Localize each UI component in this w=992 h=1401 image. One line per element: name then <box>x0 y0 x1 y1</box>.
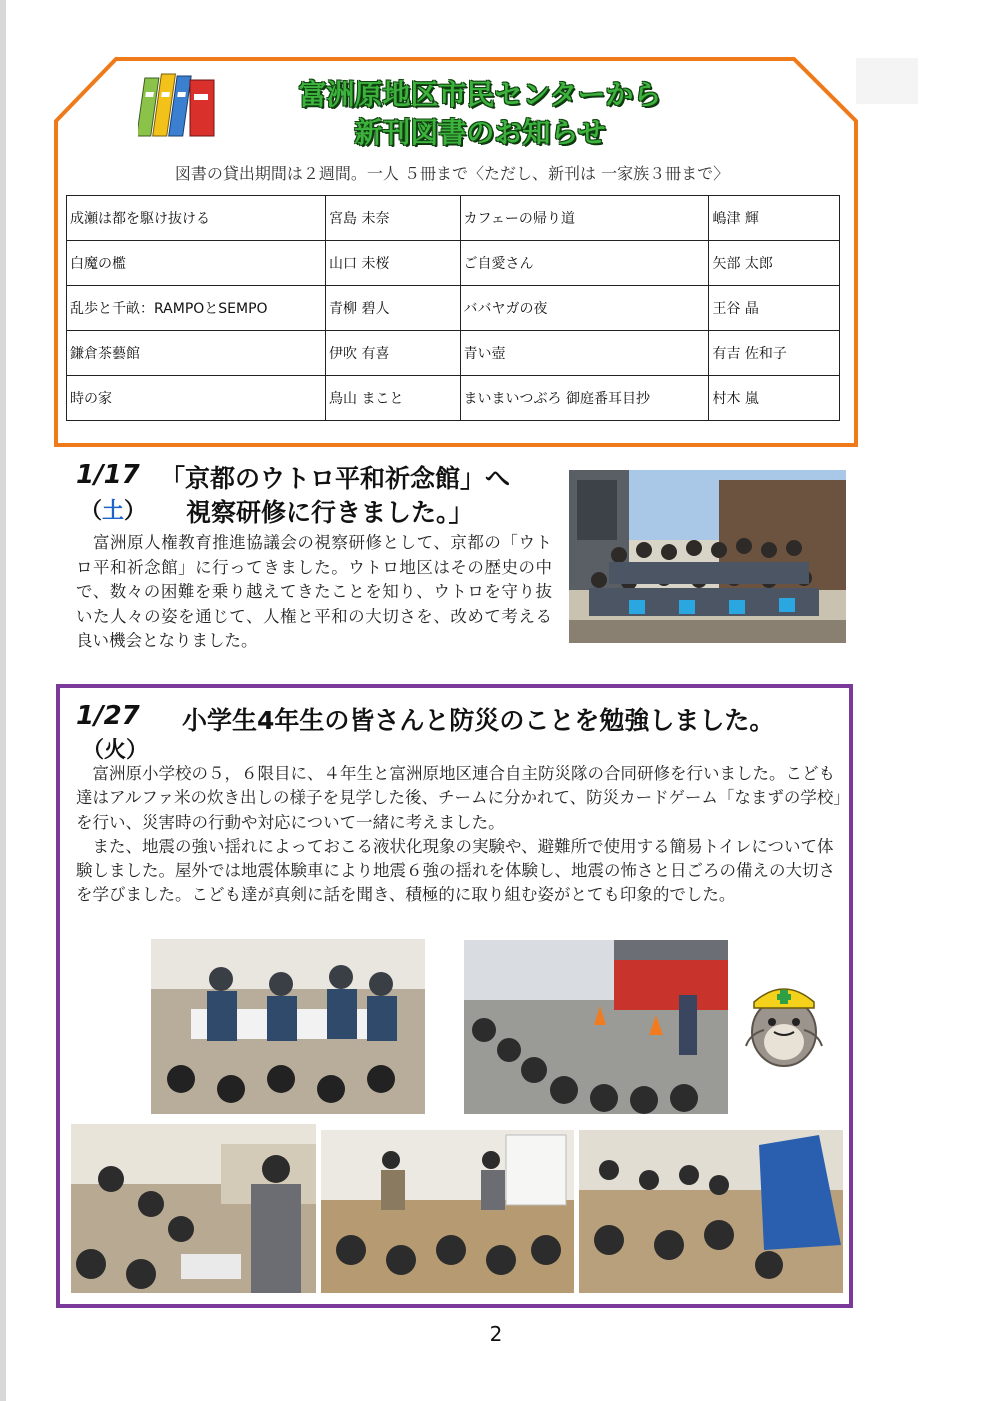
corner-mark <box>856 58 918 104</box>
table-row <box>67 331 840 376</box>
article1-title-line1: 「京都のウトロ平和祈念館」へ <box>160 464 511 493</box>
catfish-mascot-icon <box>740 980 826 1072</box>
article2-date: 1/27 <box>76 701 140 731</box>
book-author: 有吉 佐和子 <box>709 331 840 376</box>
article2-body <box>76 762 842 908</box>
article1-day-open: （ <box>80 499 103 524</box>
page-number: 2 <box>489 1322 503 1346</box>
article1-weekday: 土 <box>102 499 125 524</box>
article2-paragraph: また、地震の強い揺れによっておこる液状化現象の実験や、避難所で使用する簡易トイレについて体験しました。屋外では地震体験車により地震６強の揺れを体験し、地震の怖さと日ごろの備えの大切さを学びました。こども達が真剣に話を聞き、積極的に取り組む姿がとても印象的でした。 <box>76 836 835 905</box>
photo-card-game <box>579 1130 843 1293</box>
book-author: 青柳 碧人 <box>326 286 461 331</box>
article1-body-text: 富洲原人権教育推進協議会の視察研修として、京都の「ウトロ平和祈念館」に行ってきました。ウトロ地区はその歴史の中で、数々の困難を乗り越えてきたことを知り、ウトロを守り抜いた人々の姿を通じて、人権と平和の大切さを、改めて考える良い機会となりました。 <box>76 533 552 650</box>
page-edge <box>0 0 6 1401</box>
loan-note: 図書の貸出期間は２週間。一人 ５冊まで〈ただし、新刊は 一家族３冊まで〉 <box>174 164 730 183</box>
table-row <box>67 376 840 421</box>
book-title: 白魔の檻 <box>67 241 326 286</box>
library-title-line2: 新刊図書のお知らせ <box>354 116 606 149</box>
book-author: 村木 嵐 <box>709 376 840 421</box>
group-photo-utoro <box>569 470 846 643</box>
book-author: 矢部 太郎 <box>709 241 840 286</box>
book-author: 山口 未桜 <box>326 241 461 286</box>
article2-paragraph: 富洲原小学校の５，６限目に、４年生と富洲原地区連合自主防災隊の合同研修を行いました。こども達はアルファ米の炊き出しの様子を見学した後、チームに分かれて、防災カードゲーム「なまずの学校」を行い、災害時の行動や対応について一緒に考えました。 <box>76 764 842 832</box>
table-row <box>67 286 840 331</box>
article1-body <box>76 531 552 654</box>
photo-alpha-rice <box>151 939 425 1114</box>
book-title: まいまいつぶろ 御庭番耳目抄 <box>460 376 709 421</box>
book-author: 嶋津 輝 <box>709 196 840 241</box>
article1-date: 1/17 <box>76 460 140 490</box>
article2-title: 小学生4年生の皆さんと防災のことを勉強しました。 <box>182 706 775 735</box>
books-icon <box>138 70 228 140</box>
book-title: 青い壺 <box>460 331 709 376</box>
book-author: 宮島 未奈 <box>326 196 461 241</box>
library-title <box>250 76 710 152</box>
photo-simple-toilet <box>321 1130 574 1293</box>
table-row <box>67 241 840 286</box>
article1-day <box>80 494 146 525</box>
book-title: 鎌倉茶藝館 <box>67 331 326 376</box>
article1-title-line2: 視察研修に行きました。」 <box>186 498 474 527</box>
book-author: 鳥山 まこと <box>326 376 461 421</box>
book-author: 王谷 晶 <box>709 286 840 331</box>
book-title: ババヤガの夜 <box>460 286 709 331</box>
article1-title <box>160 462 550 530</box>
photo-liquefaction <box>71 1124 316 1293</box>
book-author: 伊吹 有喜 <box>326 331 461 376</box>
book-title: 成瀬は都を駆け抜ける <box>67 196 326 241</box>
article2-day: （火） <box>82 738 149 763</box>
book-title: 時の家 <box>67 376 326 421</box>
book-title: カフェーの帰り道 <box>460 196 709 241</box>
library-title-line1: 富洲原地区市民センターから <box>298 78 662 111</box>
book-title: 乱歩と千畝：RAMPOとSEMPO <box>67 286 326 331</box>
new-books-table <box>66 195 840 421</box>
table-row <box>67 196 840 241</box>
article1-day-close: ） <box>124 499 147 524</box>
book-title: ご自愛さん <box>460 241 709 286</box>
photo-quake-truck <box>464 940 728 1114</box>
